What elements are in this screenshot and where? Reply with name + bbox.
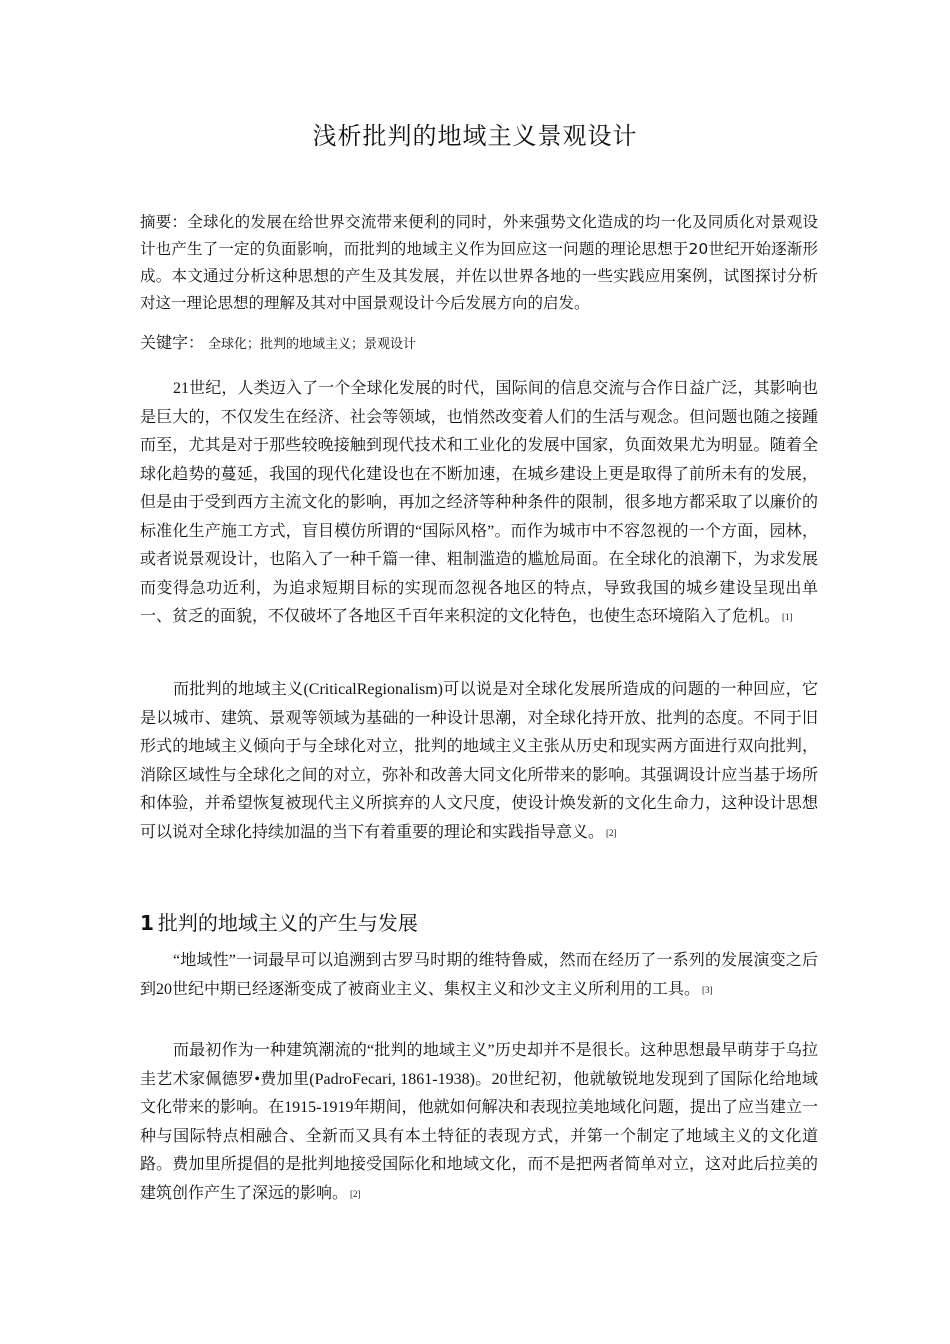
- paragraph-text: “地域性”一词最早可以追溯到古罗马时期的维特鲁威，然而在经历了一系列的发展演变之后到20世纪中期已经逐渐变成了被商业主义、集权主义和沙文主义所利用的工具。: [140, 952, 818, 998]
- paragraph-text: 而最初作为一种建筑潮流的“批判的地域主义”历史却并不是很长。这种思想最早萌芽于乌拉圭艺术家佩德罗•费加里(PadroFecari, 1861-1938)。20世纪初，他就敏锐地发现到了国际化给地域文化带来的影响。在1915-1919年期间，他就如何解决和表现拉美地域化问题，提出了应当建立一种与国际特点相融合、全新而又具有本土特征的表现方式，并第一个制定了地域主义的文化道路。费加里所提倡的是批判地接受国际化和地域文化，而不是把两者简单对立，这对此后拉美的建筑创作产生了深远的影响。: [140, 1042, 818, 1202]
- section-title: 批判的地域主义的产生与发展: [157, 911, 418, 935]
- document-title: 浅析批判的地域主义景观设计: [312, 122, 638, 150]
- abstract-text: 全球化的发展在给世界交流带来便利的同时，外来强势文化造成的均一化及同质化对景观设计也产生了一定的负面影响，而批判的地域主义作为回应这一问题的理论思想于20世纪开始逐渐形成。本文通过分析这种思想的产生及其发展，并佐以世界各地的一些实践应用案例，试图探讨分析对这一理论思想的理解及其对中国景观设计今后发展方向的启发。: [140, 213, 818, 312]
- keywords: [140, 330, 818, 353]
- citation-ref: [3]: [702, 984, 713, 995]
- abstract-label: 摘要：: [140, 213, 188, 231]
- intro-paragraph-2: [140, 676, 818, 847]
- section-paragraph-1: [140, 947, 818, 1004]
- citation-ref: [2]: [350, 1188, 361, 1199]
- abstract: [140, 209, 818, 317]
- section-paragraph-2: [140, 1037, 818, 1208]
- paragraph-text: 而批判的地域主义(CriticalRegionalism)可以说是对全球化发展所造成的问题的一种回应，它是以城市、建筑、景观等领域为基础的一种设计思潮，对全球化持开放、批判的态度。不同于旧形式的地域主义倾向于与全球化对立，批判的地域主义主张从历史和现实两方面进行双向批判，消除区域性与全球化之间的对立，弥补和改善大同文化所带来的影响。其强调设计应当基于场所和体验，并希望恢复被现代主义所摈弃的人文尺度，使设计焕发新的文化生命力，这种设计思想可以说对全球化持续加温的当下有着重要的理论和实践指导意义。: [140, 681, 818, 841]
- keywords-items: 全球化；批判的地域主义；景观设计: [208, 337, 417, 352]
- citation-ref: [1]: [782, 612, 793, 622]
- paragraph-text: 21世纪，人类迈入了一个全球化发展的时代，国际间的信息交流与合作日益广泛，其影响也是巨大的，不仅发生在经济、社会等领域，也悄然改变着人们的生活与观念。但问题也随之接踵而至，尤其是对于那些较晚接触到现代技术和工业化的发展中国家，负面效果尤为明显。随着全球化趋势的蔓延，我国的现代化建设也在不断加速，在城乡建设上更是取得了前所未有的发展，但是由于受到西方主流文化的影响，再加之经济等种种条件的限制，很多地方都采取了以廉价的标准化生产施工方式，盲目模仿所谓的“国际风格”。而作为城市中不容忽视的一个方面，园林，或者说景观设计，也陷入了一种千篇一律、粗制滥造的尴尬局面。在全球化的浪潮下，为求发展而变得急功近利，为追求短期目标的实现而忽视各地区的特点，导致我国的城乡建设呈现出单一、贫乏的面貌，不仅破坏了各地区千百年来积淀的文化特色，也使生态环境陷入了危机。: [140, 380, 818, 625]
- intro-paragraph-1: [140, 375, 818, 632]
- section-heading: [140, 907, 818, 936]
- section-number: 1: [140, 911, 154, 935]
- citation-ref: [2]: [606, 827, 617, 838]
- keywords-label: 关键字：: [140, 333, 205, 352]
